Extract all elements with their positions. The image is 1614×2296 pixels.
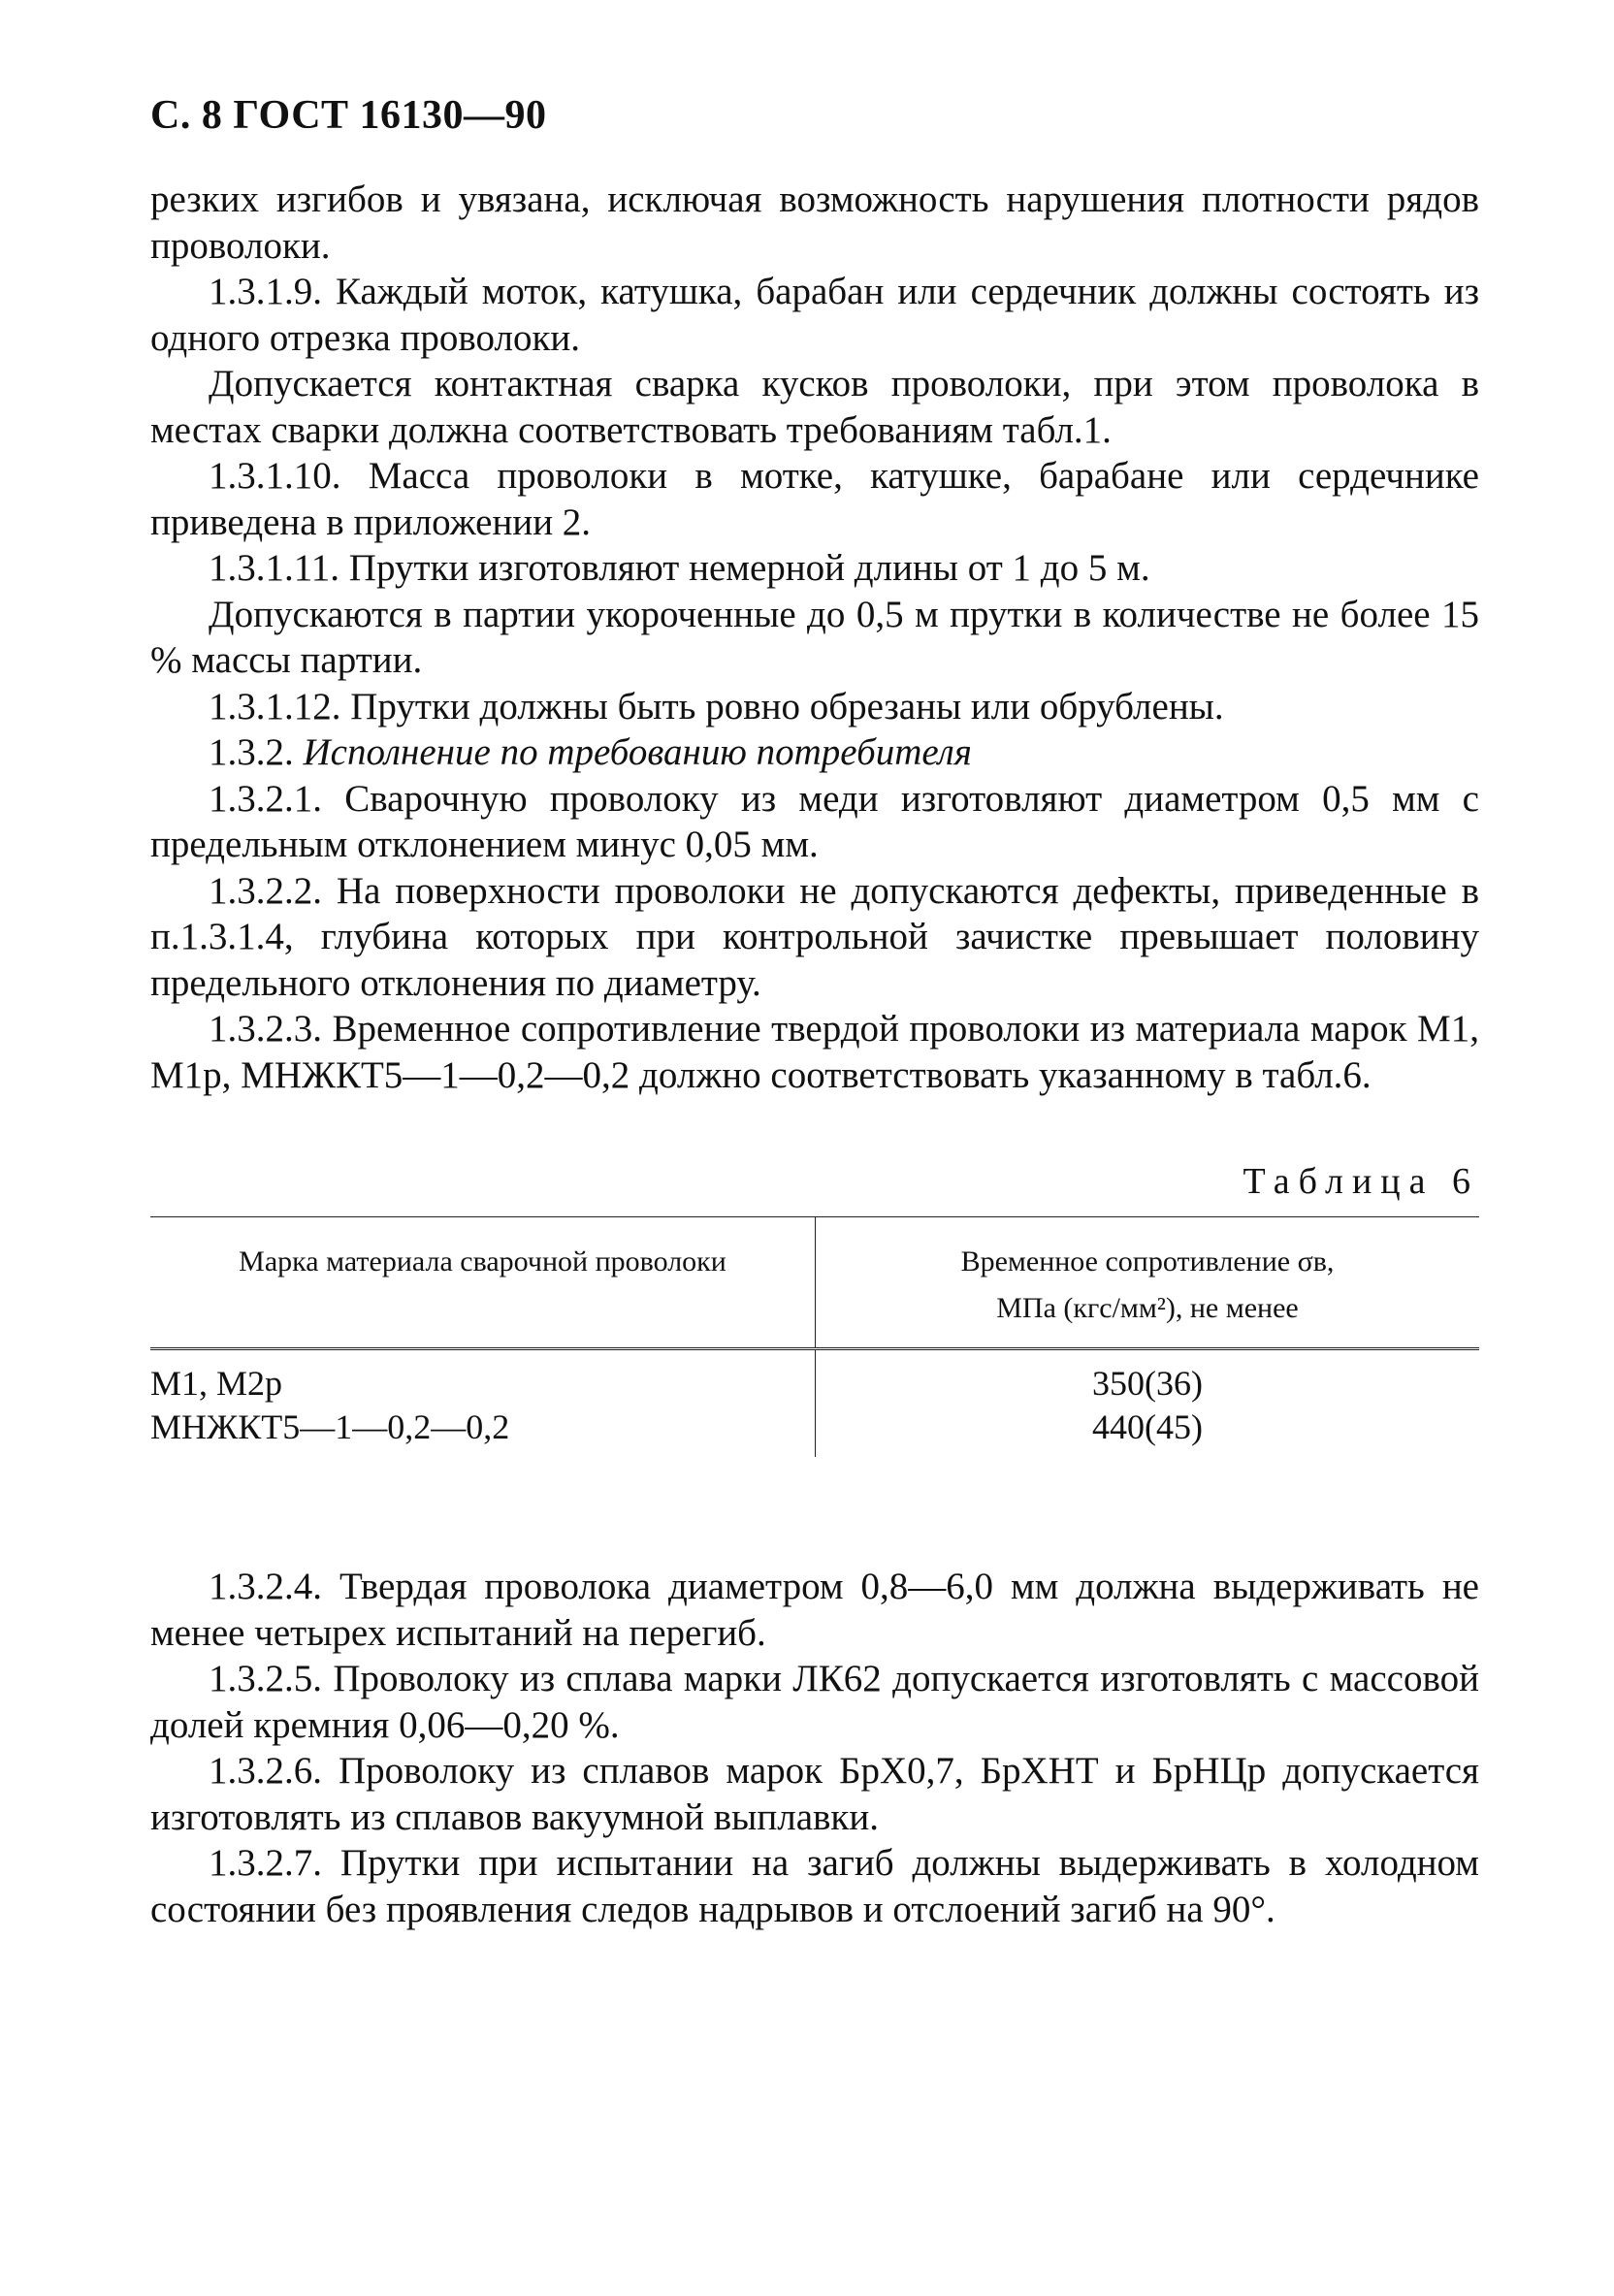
table-caption: Таблица 6 bbox=[1243, 1161, 1479, 1203]
paragraph-1-3-1-11: 1.3.1.11. Прутки изготовляют немерной длины от 1 до 5 м. bbox=[209, 547, 1150, 590]
section-number: 1.3.2. bbox=[209, 731, 294, 774]
table-6 bbox=[150, 1216, 1479, 1457]
paragraph-1-3-2-5: 1.3.2.5. Проволоку из сплава марки ЛК62 допускается изготовлять с массовой долей кремния 0,06—0,20 %. bbox=[150, 1658, 1479, 1746]
table-header-row bbox=[150, 1217, 1479, 1349]
paragraph-welding-allowed: Допускается контактная сварка кусков проволоки, при этом проволока в местах сварки должна соответствовать требованиям табл.1. bbox=[150, 363, 1479, 451]
paragraph-1-3-2-4: 1.3.2.4. Твердая проволока диаметром 0,8—6,0 мм должна выдерживать не менее четырех испытаний на перегиб. bbox=[150, 1566, 1479, 1654]
paragraph-1-3-1-9: 1.3.1.9. Каждый моток, катушка, барабан или сердечник должны состоять из одного отрезка проволоки. bbox=[150, 271, 1479, 359]
strength-value: 350(36) bbox=[1092, 1364, 1203, 1404]
paragraph-1-3-1-12: 1.3.1.12. Прутки должны быть ровно обрезаны или обрублены. bbox=[209, 685, 1224, 728]
column-header-material: Марка материала сварочной проволоки bbox=[150, 1217, 816, 1349]
material-value: МНЖКТ5—1—0,2—0,2 bbox=[150, 1407, 510, 1447]
table-cell-material bbox=[150, 1349, 816, 1458]
table-row bbox=[150, 1349, 1479, 1458]
document-page bbox=[150, 93, 1479, 1932]
strength-value: 440(45) bbox=[1092, 1407, 1203, 1447]
section-heading-1-3-2 bbox=[150, 729, 1479, 776]
page-header: С. 8 ГОСТ 16130—90 bbox=[150, 93, 547, 138]
paragraph-1-3-2-6: 1.3.2.6. Проволоку из сплавов марок БрХ0,7, БрХНТ и БрНЦр допускается изготовлять из сплавов вакуумной выплавки. bbox=[150, 1750, 1479, 1838]
section-title: Исполнение по требованию потребителя bbox=[303, 731, 972, 774]
paragraph-continuation: резких изгибов и увязана, исключая возможность нарушения плотности рядов проволоки. bbox=[150, 178, 1479, 267]
column-header-line-1: Временное сопротивление σв, bbox=[960, 1245, 1335, 1278]
post-table-section bbox=[150, 1564, 1479, 1932]
table-cell-strength bbox=[816, 1349, 1480, 1458]
paragraph-1-3-2-1: 1.3.2.1. Сварочную проволоку из меди изготовляют диаметром 0,5 мм с предельным отклонением минус 0,05 мм. bbox=[150, 777, 1479, 866]
paragraph-1-3-2-3: 1.3.2.3. Временное сопротивление твердой проволоки из материала марок М1, М1р, МНЖКТ5—1—0,2—0,2 должно соответствовать указанному в табл.6. bbox=[150, 1008, 1479, 1096]
paragraph-short-rods: Допускаются в партии укороченные до 0,5 м прутки в количестве не более 15 % массы партии. bbox=[150, 593, 1479, 682]
column-header-tensile-strength bbox=[816, 1217, 1480, 1349]
material-value: М1, М2р bbox=[150, 1364, 283, 1404]
column-header-line-2: МПа (кгс/мм²), не менее bbox=[996, 1292, 1299, 1325]
paragraph-1-3-1-10: 1.3.1.10. Масса проволоки в мотке, катушке, барабане или сердечнике приведена в приложении 2. bbox=[150, 455, 1479, 543]
paragraph-1-3-2-2: 1.3.2.2. На поверхности проволоки не допускаются дефекты, приведенные в п.1.3.1.4, глубина которых при контрольной зачистке превышает половину предельного отклонения по диаметру. bbox=[150, 869, 1479, 1004]
paragraph-1-3-2-7: 1.3.2.7. Прутки при испытании на загиб должны выдерживать в холодном состоянии без проявления следов надрывов и отслоений загиб на 90°. bbox=[150, 1842, 1479, 1930]
